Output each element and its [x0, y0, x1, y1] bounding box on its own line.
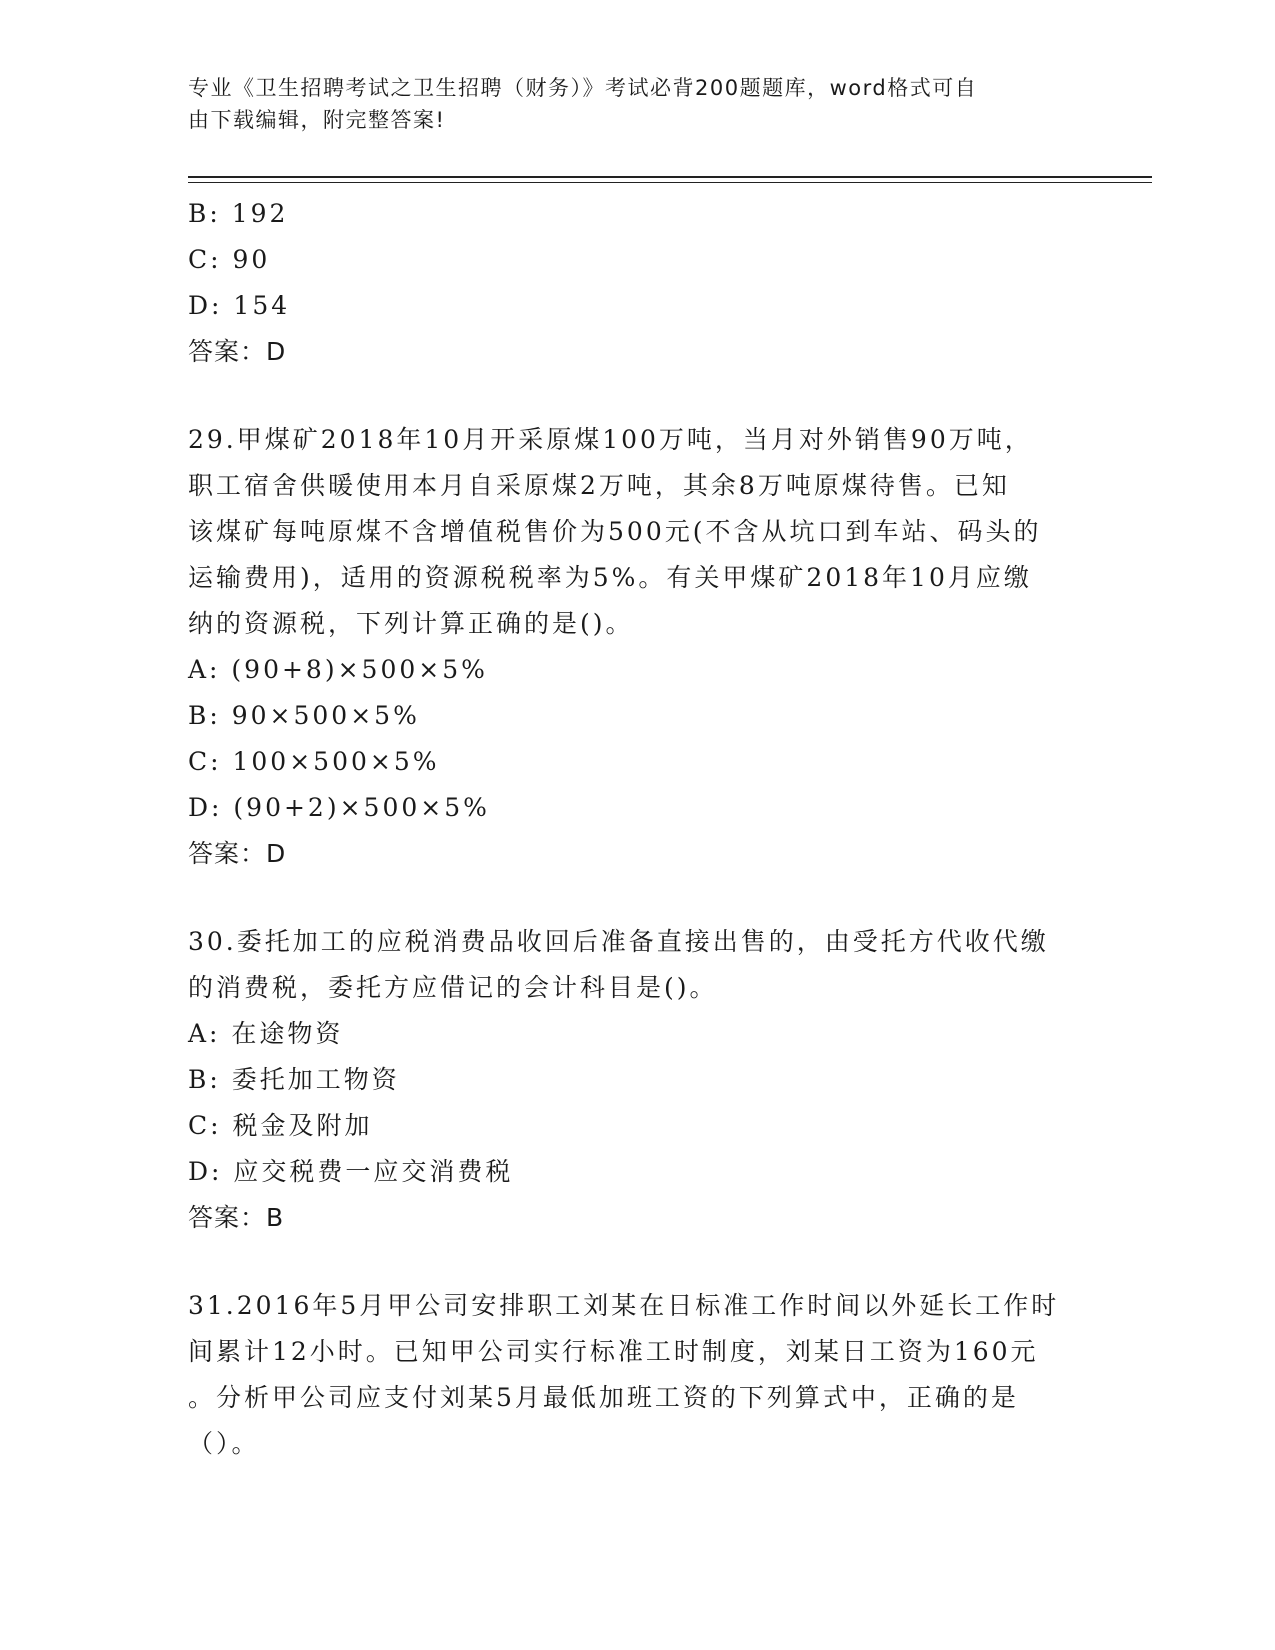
option-d: D: 154 — [188, 291, 291, 320]
option-d: D: 应交税费一应交消费税 — [188, 1157, 514, 1186]
option-a: A: 在途物资 — [188, 1019, 344, 1048]
question-text-line: 31.2016年5月甲公司安排职工刘某在日标准工作时间以外延长工作时 — [188, 1291, 1060, 1320]
question-text-line: 间累计12小时。已知甲公司实行标准工时制度，刘某日工资为160元 — [188, 1337, 1039, 1366]
question-text-line: 的消费税，委托方应借记的会计科目是()。 — [188, 973, 718, 1002]
question-text-line: 纳的资源税，下列计算正确的是()。 — [188, 609, 634, 638]
option-c: C: 100×500×5% — [188, 747, 440, 776]
header-rule-thin — [188, 182, 1152, 183]
question-list — [188, 191, 1088, 1467]
option-c: C: 90 — [188, 245, 271, 274]
spacer — [188, 877, 1088, 919]
question-28-tail — [188, 191, 1088, 375]
spacer — [188, 1241, 1088, 1283]
option-b: B: 委托加工物资 — [188, 1065, 400, 1094]
question-text-line: 运输费用)，适用的资源税税率为5%。有关甲煤矿2018年10月应缴 — [188, 563, 1032, 592]
answer-line: 答案：B — [188, 1203, 285, 1232]
question-text-line: 该煤矿每吨原煤不含增值税售价为500元(不含从坑口到车站、码头的 — [188, 517, 1042, 546]
option-a: A: (90+8)×500×5% — [188, 655, 488, 684]
question-text-line: 。分析甲公司应支付刘某5月最低加班工资的下列算式中，正确的是 — [188, 1383, 1019, 1412]
answer-line: 答案：D — [188, 839, 287, 868]
header-line-1: 专业《卫生招聘考试之卫生招聘（财务）》考试必背200题题库，word格式可自 — [188, 76, 978, 100]
question-text-line: 29.甲煤矿2018年10月开采原煤100万吨，当月对外销售90万吨， — [188, 425, 1033, 454]
option-b: B: 90×500×5% — [188, 701, 420, 730]
question-text-line: 职工宿舍供暖使用本月自采原煤2万吨，其余8万吨原煤待售。已知 — [188, 471, 1010, 500]
question-30 — [188, 919, 1088, 1241]
spacer — [188, 375, 1088, 417]
question-text-line: （）。 — [188, 1429, 260, 1458]
option-c: C: 税金及附加 — [188, 1111, 373, 1140]
option-d: D: (90+2)×500×5% — [188, 793, 490, 822]
question-text-line: 30.委托加工的应税消费品收回后准备直接出售的，由受托方代收代缴 — [188, 927, 1049, 956]
header-line-2: 由下载编辑，附完整答案! — [188, 108, 446, 132]
header-rule-thick — [188, 176, 1152, 178]
question-29 — [188, 417, 1088, 877]
answer-line: 答案：D — [188, 337, 287, 366]
question-31 — [188, 1283, 1088, 1467]
document-header — [188, 72, 1068, 136]
option-b: B: 192 — [188, 199, 289, 228]
